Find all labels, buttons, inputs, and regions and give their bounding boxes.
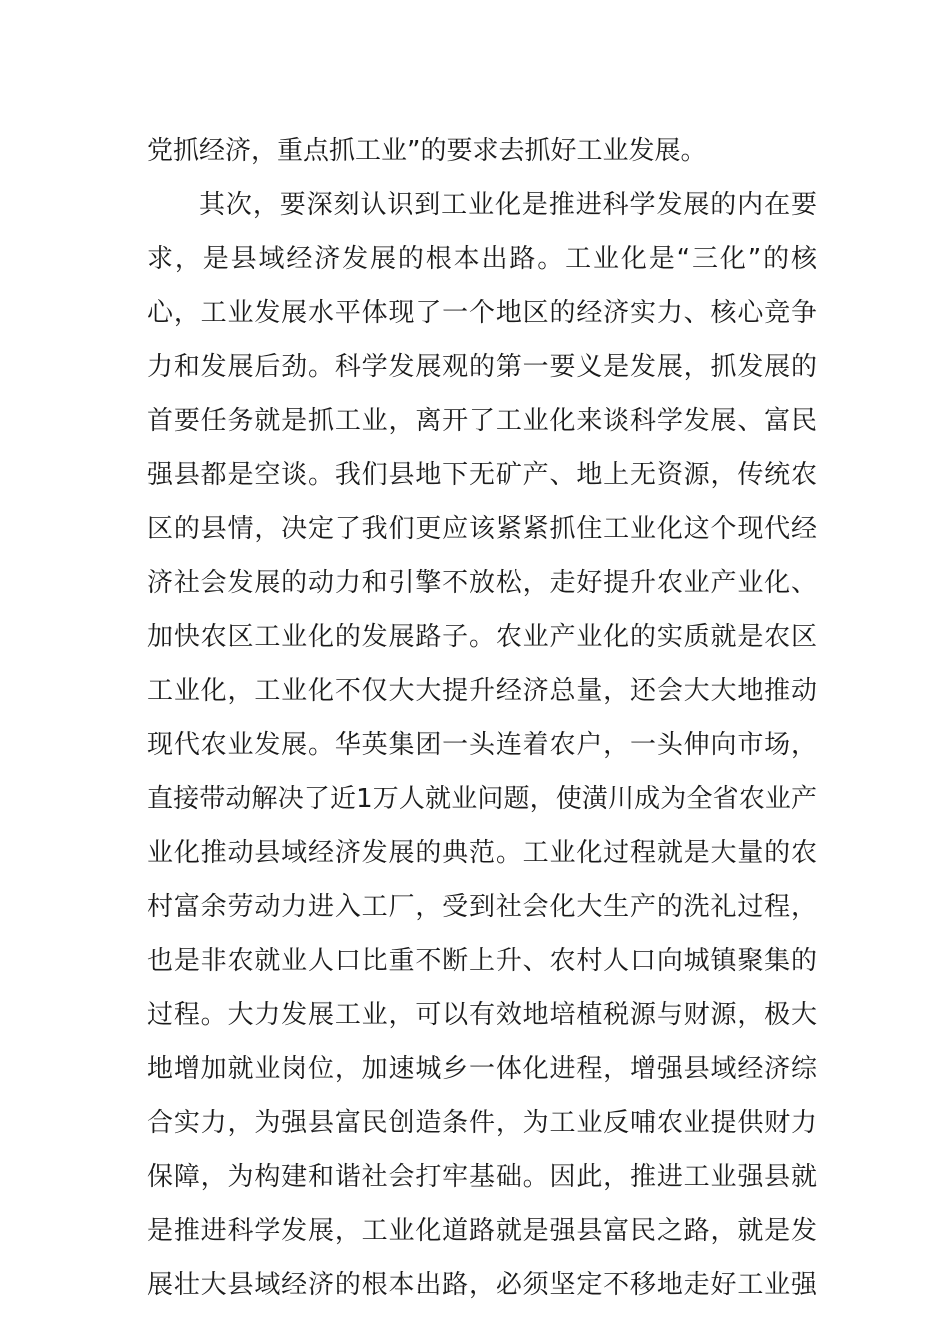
text-line: 工业化，工业化不仅大大提升经济总量，还会大大地推动 [147, 676, 817, 706]
text-line: 过程。大力发展工业，可以有效地培植税源与财源，极大 [147, 1000, 817, 1030]
text-line: 展壮大县域经济的根本出路，必须坚定不移地走好工业强 [147, 1270, 817, 1300]
text-line: 也是非农就业人口比重不断上升、农村人口向城镇聚集的 [147, 946, 817, 976]
text-line: 现代农业发展。华英集团一头连着农户，一头伸向市场， [147, 730, 817, 760]
text-line: 济社会发展的动力和引擎不放松，走好提升农业产业化、 [147, 568, 817, 598]
text-line: 村富余劳动力进入工厂，受到社会化大生产的洗礼过程， [147, 892, 817, 922]
text-line: 直接带动解决了近1万人就业问题，使潢川成为全省农业产 [147, 784, 817, 814]
body-text [147, 124, 817, 1312]
text-line: 保障，为构建和谐社会打牢基础。因此，推进工业强县就 [147, 1162, 817, 1192]
text-line: 首要任务就是抓工业，离开了工业化来谈科学发展、富民 [147, 406, 817, 436]
text-line: 业化推动县域经济发展的典范。工业化过程就是大量的农 [147, 838, 817, 868]
text-line: 加快农区工业化的发展路子。农业产业化的实质就是农区 [147, 622, 817, 652]
text-line: 合实力，为强县富民创造条件，为工业反哺农业提供财力 [147, 1108, 817, 1138]
paragraph-first-line: 其次，要深刻认识到工业化是推进科学发展的内在要 [199, 190, 817, 220]
text-line: 是推进科学发展，工业化道路就是强县富民之路，就是发 [147, 1216, 817, 1246]
text-line: 区的县情，决定了我们更应该紧紧抓住工业化这个现代经 [147, 514, 817, 544]
text-line: 力和发展后劲。科学发展观的第一要义是发展，抓发展的 [147, 352, 817, 382]
text-line: 党抓经济，重点抓工业”的要求去抓好工业发展。 [147, 136, 707, 166]
text-line: 求，是县域经济发展的根本出路。工业化是“三化”的核 [147, 244, 817, 274]
text-line: 强县都是空谈。我们县地下无矿产、地上无资源，传统农 [147, 460, 817, 490]
text-line: 地增加就业岗位，加速城乡一体化进程，增强县域经济综 [147, 1054, 817, 1084]
text-line: 心，工业发展水平体现了一个地区的经济实力、核心竞争 [147, 298, 817, 328]
